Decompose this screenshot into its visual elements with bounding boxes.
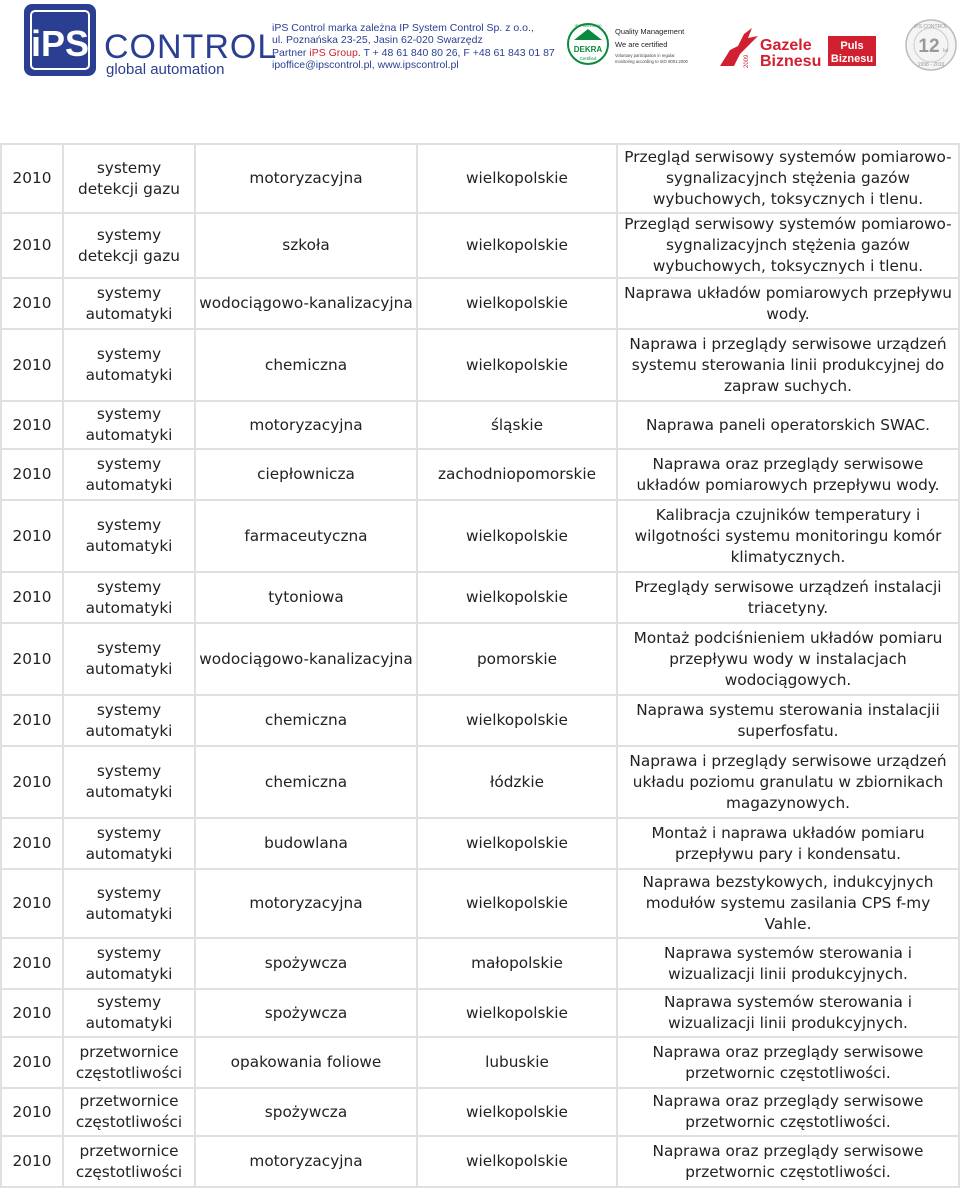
system-cell: systemy automatyki xyxy=(63,623,195,695)
description-cell: Naprawa systemów sterowania i wizualizacji linii produkcyjnych. xyxy=(617,989,959,1037)
system-cell: systemy automatyki xyxy=(63,869,195,938)
cert-note-2: monitoring according to ISO 9001:2000 xyxy=(615,59,688,64)
region-cell: pomorskie xyxy=(417,623,617,695)
table-row xyxy=(1,1088,959,1136)
logo-tagline: global automation xyxy=(106,61,225,78)
year-cell: 2010 xyxy=(1,449,63,500)
region-cell: wielkopolskie xyxy=(417,695,617,746)
system-cell: przetwornice częstotliwości xyxy=(63,1037,195,1088)
industry-cell: spożywcza xyxy=(195,938,417,989)
table-row xyxy=(1,500,959,572)
industry-cell: motoryzacyjna xyxy=(195,144,417,213)
company-info xyxy=(272,22,555,71)
description-cell: Kalibracja czujników temperatury i wilgotności systemu monitoringu komór klimatycznych. xyxy=(617,500,959,572)
company-email: ipoffice@ipscontrol.pl, www.ipscontrol.pl xyxy=(272,58,459,71)
system-cell: systemy automatyki xyxy=(63,278,195,329)
industry-cell: chemiczna xyxy=(195,746,417,818)
description-cell: Naprawa oraz przeglądy serwisowe układów pomiarowych przepływu wody. xyxy=(617,449,959,500)
gazele-year: 2009 xyxy=(744,54,750,68)
dekra-certificate xyxy=(566,20,691,76)
ips-control-logo xyxy=(22,2,278,82)
year-cell: 2010 xyxy=(1,746,63,818)
description-cell: Naprawa układów pomiarowych przepływu wody. xyxy=(617,278,959,329)
table-row xyxy=(1,746,959,818)
region-cell: wielkopolskie xyxy=(417,278,617,329)
system-cell: systemy automatyki xyxy=(63,329,195,401)
description-cell: Naprawa oraz przeglądy serwisowe przetwornic częstotliwości. xyxy=(617,1088,959,1136)
industry-cell: farmaceutyczna xyxy=(195,500,417,572)
industry-cell: spożywcza xyxy=(195,1088,417,1136)
year-cell: 2010 xyxy=(1,278,63,329)
company-name: iPS Control marka zależna IP System Control Sp. z o.o., xyxy=(272,22,534,34)
logo-word: CONTROL xyxy=(104,28,278,66)
system-cell: przetwornice częstotliwości xyxy=(63,1136,195,1187)
industry-cell: szkoła xyxy=(195,213,417,278)
region-cell: wielkopolskie xyxy=(417,1136,617,1187)
description-cell: Przegląd serwisowy systemów pomiarowo-sygnalizacyjnch stężenia gazów wybuchowych, toksycznych i tlenu. xyxy=(617,144,959,213)
year-cell: 2010 xyxy=(1,989,63,1037)
badge-number: 12 xyxy=(918,36,940,57)
gazele-text: Gazele xyxy=(760,37,812,54)
table-row xyxy=(1,623,959,695)
year-cell: 2010 xyxy=(1,938,63,989)
service-table xyxy=(0,143,960,1188)
badge-years: 1998 - 2010 xyxy=(917,62,945,68)
gazelle-icon xyxy=(720,28,758,66)
industry-cell: budowlana xyxy=(195,818,417,869)
year-cell: 2010 xyxy=(1,572,63,623)
cert-iso: ISO 9001:2000 xyxy=(574,23,602,28)
table-row xyxy=(1,572,959,623)
table-row xyxy=(1,401,959,449)
system-cell: systemy automatyki xyxy=(63,989,195,1037)
cert-title: Quality Management xyxy=(615,27,685,36)
logo-mark: iPS xyxy=(30,23,90,64)
gazele-biznesu-logo xyxy=(718,24,878,74)
industry-cell: chemiczna xyxy=(195,329,417,401)
region-cell: wielkopolskie xyxy=(417,213,617,278)
year-cell: 2010 xyxy=(1,401,63,449)
description-cell: Przegląd serwisowy systemów pomiarowo-sygnalizacyjnch stężenia gazów wybuchowych, toksycznych i tlenu. xyxy=(617,213,959,278)
system-cell: systemy automatyki xyxy=(63,938,195,989)
industry-cell: motoryzacyjna xyxy=(195,869,417,938)
table-row xyxy=(1,278,959,329)
system-cell: przetwornice częstotliwości xyxy=(63,1088,195,1136)
description-cell: Naprawa i przeglądy serwisowe urządzeń układu poziomu granulatu w zbiornikach magazynowych. xyxy=(617,746,959,818)
table-row xyxy=(1,144,959,213)
anniversary-badge xyxy=(904,18,958,76)
year-cell: 2010 xyxy=(1,818,63,869)
description-cell: Naprawa oraz przeglądy serwisowe przetwornic częstotliwości. xyxy=(617,1136,959,1187)
table-row xyxy=(1,938,959,989)
industry-cell: chemiczna xyxy=(195,695,417,746)
table-row xyxy=(1,1037,959,1088)
industry-cell: wodociągowo-kanalizacyjna xyxy=(195,623,417,695)
table-row xyxy=(1,695,959,746)
page-header xyxy=(0,0,960,95)
description-cell: Naprawa systemów sterowania i wizualizacji linii produkcyjnych. xyxy=(617,938,959,989)
company-address: ul. Poznańska 23-25, Jasin 62-020 Swarzędz xyxy=(272,34,483,47)
industry-cell: opakowania foliowe xyxy=(195,1037,417,1088)
year-cell: 2010 xyxy=(1,1088,63,1136)
description-cell: Naprawa bezstykowych, indukcyjnych modułów systemu zasilania CPS f-my Vahle. xyxy=(617,869,959,938)
year-cell: 2010 xyxy=(1,500,63,572)
region-cell: zachodniopomorskie xyxy=(417,449,617,500)
region-cell: wielkopolskie xyxy=(417,1088,617,1136)
region-cell: wielkopolskie xyxy=(417,989,617,1037)
region-cell: wielkopolskie xyxy=(417,869,617,938)
year-cell: 2010 xyxy=(1,695,63,746)
system-cell: systemy automatyki xyxy=(63,818,195,869)
badge-brand: iPS CONTROL xyxy=(914,24,948,30)
region-cell: wielkopolskie xyxy=(417,329,617,401)
cert-sub: We are certified xyxy=(615,40,668,49)
description-cell: Naprawa i przeglądy serwisowe urządzeń systemu sterowania linii produkcyjnej do zapraw suchych. xyxy=(617,329,959,401)
system-cell: systemy automatyki xyxy=(63,695,195,746)
region-cell: wielkopolskie xyxy=(417,818,617,869)
table-row xyxy=(1,989,959,1037)
table-row xyxy=(1,818,959,869)
system-cell: systemy automatyki xyxy=(63,449,195,500)
table-row xyxy=(1,329,959,401)
industry-cell: ciepłownicza xyxy=(195,449,417,500)
system-cell: systemy automatyki xyxy=(63,572,195,623)
description-cell: Naprawa oraz przeglądy serwisowe przetwornic częstotliwości. xyxy=(617,1037,959,1088)
region-cell: śląskie xyxy=(417,401,617,449)
description-cell: Montaż podciśnieniem układów pomiaru przepływu wody w instalacjach wodociągowych. xyxy=(617,623,959,695)
table-row xyxy=(1,449,959,500)
description-cell: Naprawa paneli operatorskich SWAC. xyxy=(617,401,959,449)
cert-brand: DEKRA xyxy=(573,45,603,54)
industry-cell: wodociągowo-kanalizacyjna xyxy=(195,278,417,329)
region-cell: wielkopolskie xyxy=(417,500,617,572)
cert-brand-sub: Certified xyxy=(579,56,597,61)
table-row xyxy=(1,213,959,278)
cert-note-1: Voluntary participation in regular xyxy=(615,53,675,58)
region-cell: wielkopolskie xyxy=(417,572,617,623)
description-cell: Montaż i naprawa układów pomiaru przepływu pary i kondensatu. xyxy=(617,818,959,869)
year-cell: 2010 xyxy=(1,869,63,938)
description-cell: Naprawa systemu sterowania instalacjii superfosfatu. xyxy=(617,695,959,746)
company-contact: Partner iPS Group. T + 48 61 840 80 26, F +48 61 843 01 87 xyxy=(272,46,555,59)
year-cell: 2010 xyxy=(1,329,63,401)
year-cell: 2010 xyxy=(1,144,63,213)
year-cell: 2010 xyxy=(1,623,63,695)
puls-biznesu-text: Biznesu xyxy=(830,53,874,65)
table-row xyxy=(1,869,959,938)
system-cell: systemy detekcji gazu xyxy=(63,144,195,213)
industry-cell: spożywcza xyxy=(195,989,417,1037)
system-cell: systemy detekcji gazu xyxy=(63,213,195,278)
year-cell: 2010 xyxy=(1,1136,63,1187)
system-cell: systemy automatyki xyxy=(63,500,195,572)
biznesu-text: Biznesu xyxy=(760,53,822,70)
industry-cell: tytoniowa xyxy=(195,572,417,623)
year-cell: 2010 xyxy=(1,213,63,278)
industry-cell: motoryzacyjna xyxy=(195,1136,417,1187)
puls-text: Puls xyxy=(840,40,864,52)
region-cell: łódzkie xyxy=(417,746,617,818)
system-cell: systemy automatyki xyxy=(63,401,195,449)
region-cell: wielkopolskie xyxy=(417,144,617,213)
region-cell: małopolskie xyxy=(417,938,617,989)
system-cell: systemy automatyki xyxy=(63,746,195,818)
year-cell: 2010 xyxy=(1,1037,63,1088)
table-row xyxy=(1,1136,959,1187)
description-cell: Przeglądy serwisowe urządzeń instalacji triacetyny. xyxy=(617,572,959,623)
badge-unit: lat xyxy=(943,48,949,54)
industry-cell: motoryzacyjna xyxy=(195,401,417,449)
region-cell: lubuskie xyxy=(417,1037,617,1088)
